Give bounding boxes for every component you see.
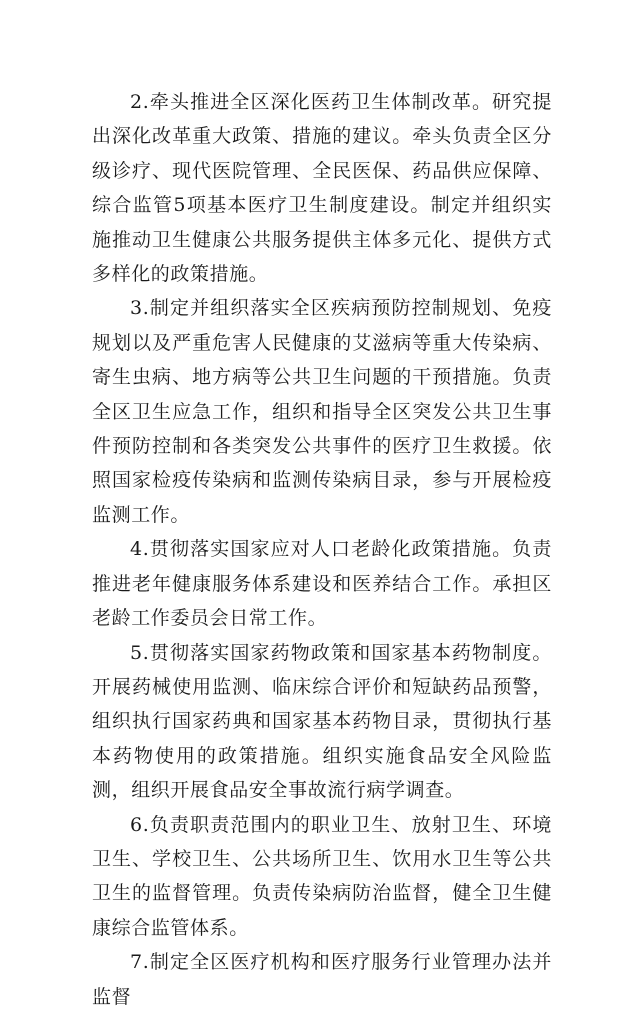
paragraph-item-6: 6.负责职责范围内的职业卫生、放射卫生、环境卫生、学校卫生、公共场所卫生、饮用水卫生等公共卫生的监督管理。负责传染病防治监督，健全卫生健康综合监管体系。 (92, 813, 552, 939)
document-page (92, 85, 552, 1014)
paragraph-item-7: 7.制定全区医疗机构和医疗服务行业管理办法并监督 (92, 951, 552, 1008)
paragraph-item-4: 4.贯彻落实国家应对人口老龄化政策措施。负责推进老年健康服务体系建设和医养结合工作。承担区老龄工作委员会日常工作。 (92, 538, 552, 630)
paragraph-item-2: 2.牵头推进全区深化医药卫生体制改革。研究提出深化改革重大政策、措施的建议。牵头负责全区分级诊疗、现代医院管理、全民医保、药品供应保障、综合监管5项基本医疗卫生制度建设。制定并组织实施推动卫生健康公共服务提供主体多元化、提供方式多样化的政策措施。 (92, 91, 552, 286)
paragraph-item-5: 5.贯彻落实国家药物政策和国家基本药物制度。开展药械使用监测、临床综合评价和短缺药品预警，组织执行国家药典和国家基本药物目录，贯彻执行基本药物使用的政策措施。组织实施食品安全风险监测，组织开展食品安全事故流行病学调查。 (92, 641, 552, 802)
paragraph-item-3: 3.制定并组织落实全区疾病预防控制规划、免疫规划以及严重危害人民健康的艾滋病等重大传染病、寄生虫病、地方病等公共卫生问题的干预措施。负责全区卫生应急工作，组织和指导全区突发公共卫生事件预防控制和各类突发公共事件的医疗卫生救援。依照国家检疫传染病和监测传染病目录，参与开展检疫监测工作。 (92, 297, 552, 526)
